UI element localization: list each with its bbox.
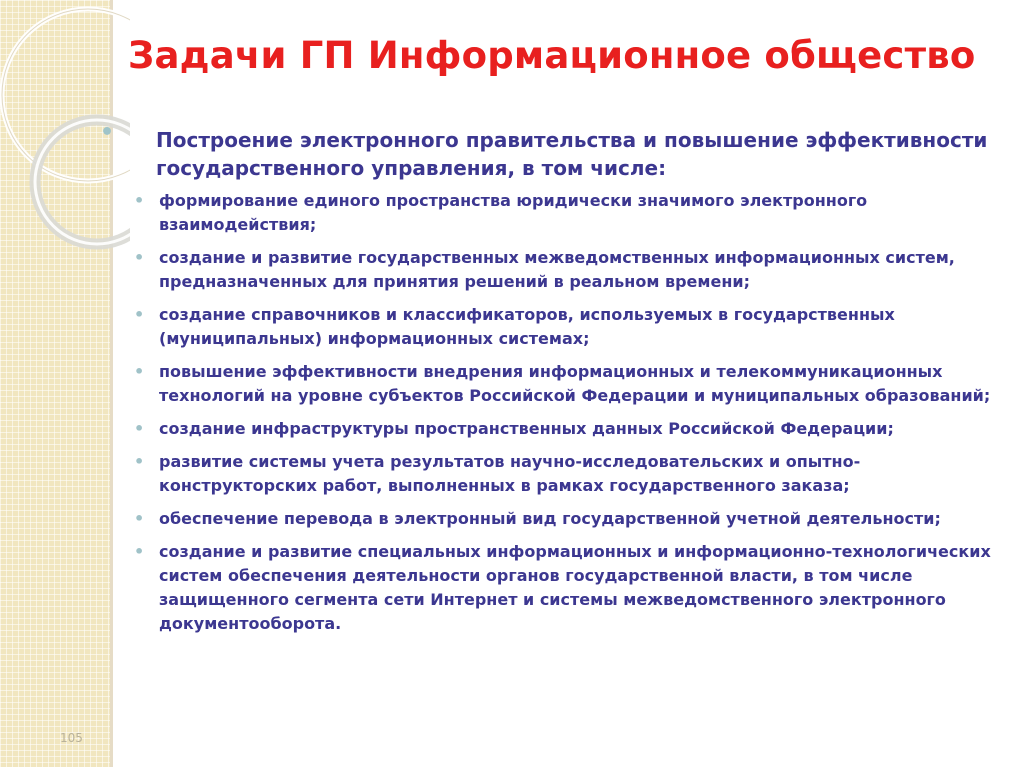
list-item xyxy=(122,303,1002,351)
list-item-text: обеспечение перевода в электронный вид государственной учетной деятельности; xyxy=(159,509,941,528)
task-list xyxy=(122,189,1002,636)
list-item xyxy=(122,417,1002,441)
list-item xyxy=(122,360,1002,408)
list-item-text: создание и развитие специальных информационных и информационно-технологических систем обеспечения деятельности органов государственной власти, в том числе защищенного сегмента сети Интернет и системы межведомственного электронного документооборота. xyxy=(159,542,991,633)
bullet-icon: • xyxy=(134,509,145,528)
list-item xyxy=(122,189,1002,237)
list-item xyxy=(122,540,1002,636)
bullet-icon: • xyxy=(134,305,145,324)
bullet-icon: • xyxy=(134,248,145,267)
list-item-text: формирование единого пространства юридически значимого электронного взаимодействия; xyxy=(159,191,868,234)
bullet-icon: • xyxy=(134,452,145,471)
list-item xyxy=(122,246,1002,294)
bullet-icon: • xyxy=(134,191,145,210)
main-point-text: Построение электронного правительства и повышение эффективности государственного управления, в том числе: xyxy=(156,128,988,180)
list-item-text: создание инфраструктуры пространственных данных Российской Федерации; xyxy=(159,419,894,438)
main-point xyxy=(100,120,1002,182)
slide-body xyxy=(100,120,1002,645)
list-item-text: создание и развитие государственных межведомственных информационных систем, предназначенных для принятия решений в реальном времени; xyxy=(159,248,955,291)
slide-title: Задачи ГП Информационное общество xyxy=(128,34,976,77)
slide-number: 105 xyxy=(60,731,83,745)
bullet-icon: • xyxy=(134,542,145,561)
list-item xyxy=(122,450,1002,498)
list-item-text: повышение эффективности внедрения информационных и телекоммуникационных технологий на уровне субъектов Российской Федерации и муниципальных образований; xyxy=(159,362,991,405)
main-bullet-icon: • xyxy=(100,120,115,145)
list-item-text: развитие системы учета результатов научно-исследовательских и опытно-конструкторских работ, выполненных в рамках государственного заказа; xyxy=(159,452,861,495)
bullet-icon: • xyxy=(134,362,145,381)
bullet-icon: • xyxy=(134,419,145,438)
list-item xyxy=(122,507,1002,531)
list-item-text: создание справочников и классификаторов, используемых в государственных (муниципальных) информационных системах; xyxy=(159,305,895,348)
